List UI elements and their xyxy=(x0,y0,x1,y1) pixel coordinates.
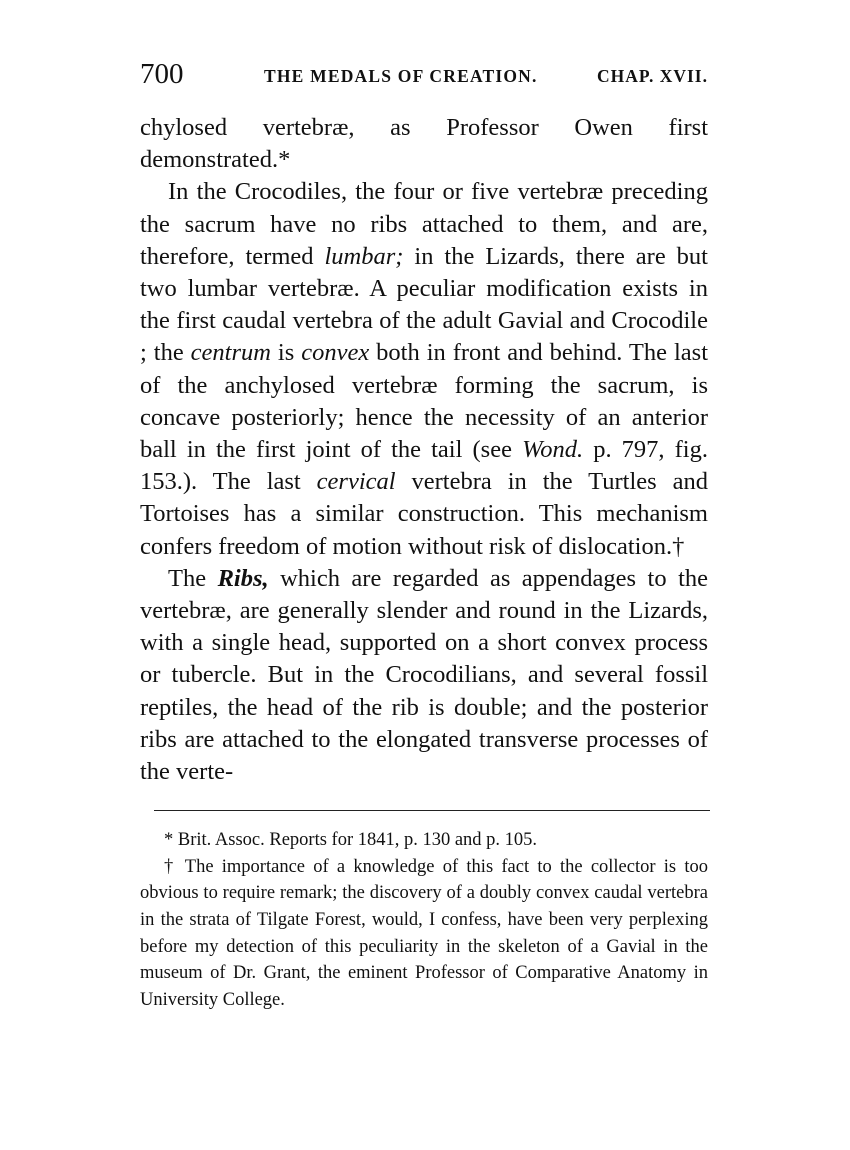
text-run: chylosed vertebræ, as Professor Owen first demonstrated.* xyxy=(140,114,708,174)
bold-italic-term-ribs: Ribs, xyxy=(217,564,269,592)
page-number: 700 xyxy=(140,58,184,90)
italic-reference-wond: Wond. xyxy=(522,436,584,464)
text-run: is xyxy=(270,339,302,367)
italic-term-lumbar: lumbar; xyxy=(324,242,404,270)
text-run: The xyxy=(168,564,218,592)
italic-term-cervical: cervical xyxy=(316,468,396,496)
running-header xyxy=(140,58,708,94)
chapter-label: CHAP. XVII. xyxy=(597,66,708,86)
italic-term-centrum: centrum xyxy=(190,339,271,367)
text-run: which are regarded as appendages to the vertebræ, are generally slender and round in the Lizards, with a single head, supported on a short convex process or tubercle. But in the Crocodilians, and several fossil reptiles, the head of the rib is double; and the posterior ribs are attached to the elongated transverse processes of the verte- xyxy=(140,564,709,786)
footnote-rule xyxy=(154,810,710,811)
body-text xyxy=(140,112,708,788)
footnote-1: * Brit. Assoc. Reports for 1841, p. 130 and p. 105. xyxy=(164,830,538,851)
paragraph-continued xyxy=(140,112,708,176)
italic-term-convex: convex xyxy=(301,339,370,367)
text-run: p. 797, fig. 153.). The last xyxy=(140,436,708,496)
book-page xyxy=(140,58,708,1013)
text-run: in the Lizards, there are but two lumbar vertebræ. A peculiar modification exists in the first caudal vertebra of the adult Gavial and Crocodile ; the xyxy=(140,242,708,367)
text-run: both in front and behind. The last of the anchylosed vertebræ forming the sacrum, is concave posteriorly; hence the necessity of an anterior ball in the first joint of the tail (see xyxy=(140,339,708,464)
text-run: vertebra in the Turtles and Tortoises has a similar construction. This mechanism confers freedom of motion without risk of dislocation.† xyxy=(140,468,708,560)
footnotes xyxy=(140,827,708,1013)
text-run: In the Crocodiles, the four or five vertebræ preceding the sacrum have no ribs attached to them, and are, therefore, termed xyxy=(140,178,708,270)
footnote-2: † The importance of a knowledge of this fact to the collector is too obvious to require remark; the discovery of a doubly convex caudal vertebra in the strata of Tilgate Forest, would, I confess, have been very perplexing before my detection of this peculiarity in the skeleton of a Gavial in the museum of Dr. Grant, the eminent Professor of Comparative Anatomy in University College. xyxy=(140,856,708,1010)
paragraph-crocodiles xyxy=(140,176,708,562)
paragraph-ribs xyxy=(140,563,708,788)
running-title: THE MEDALS OF CREATION. xyxy=(264,66,538,86)
